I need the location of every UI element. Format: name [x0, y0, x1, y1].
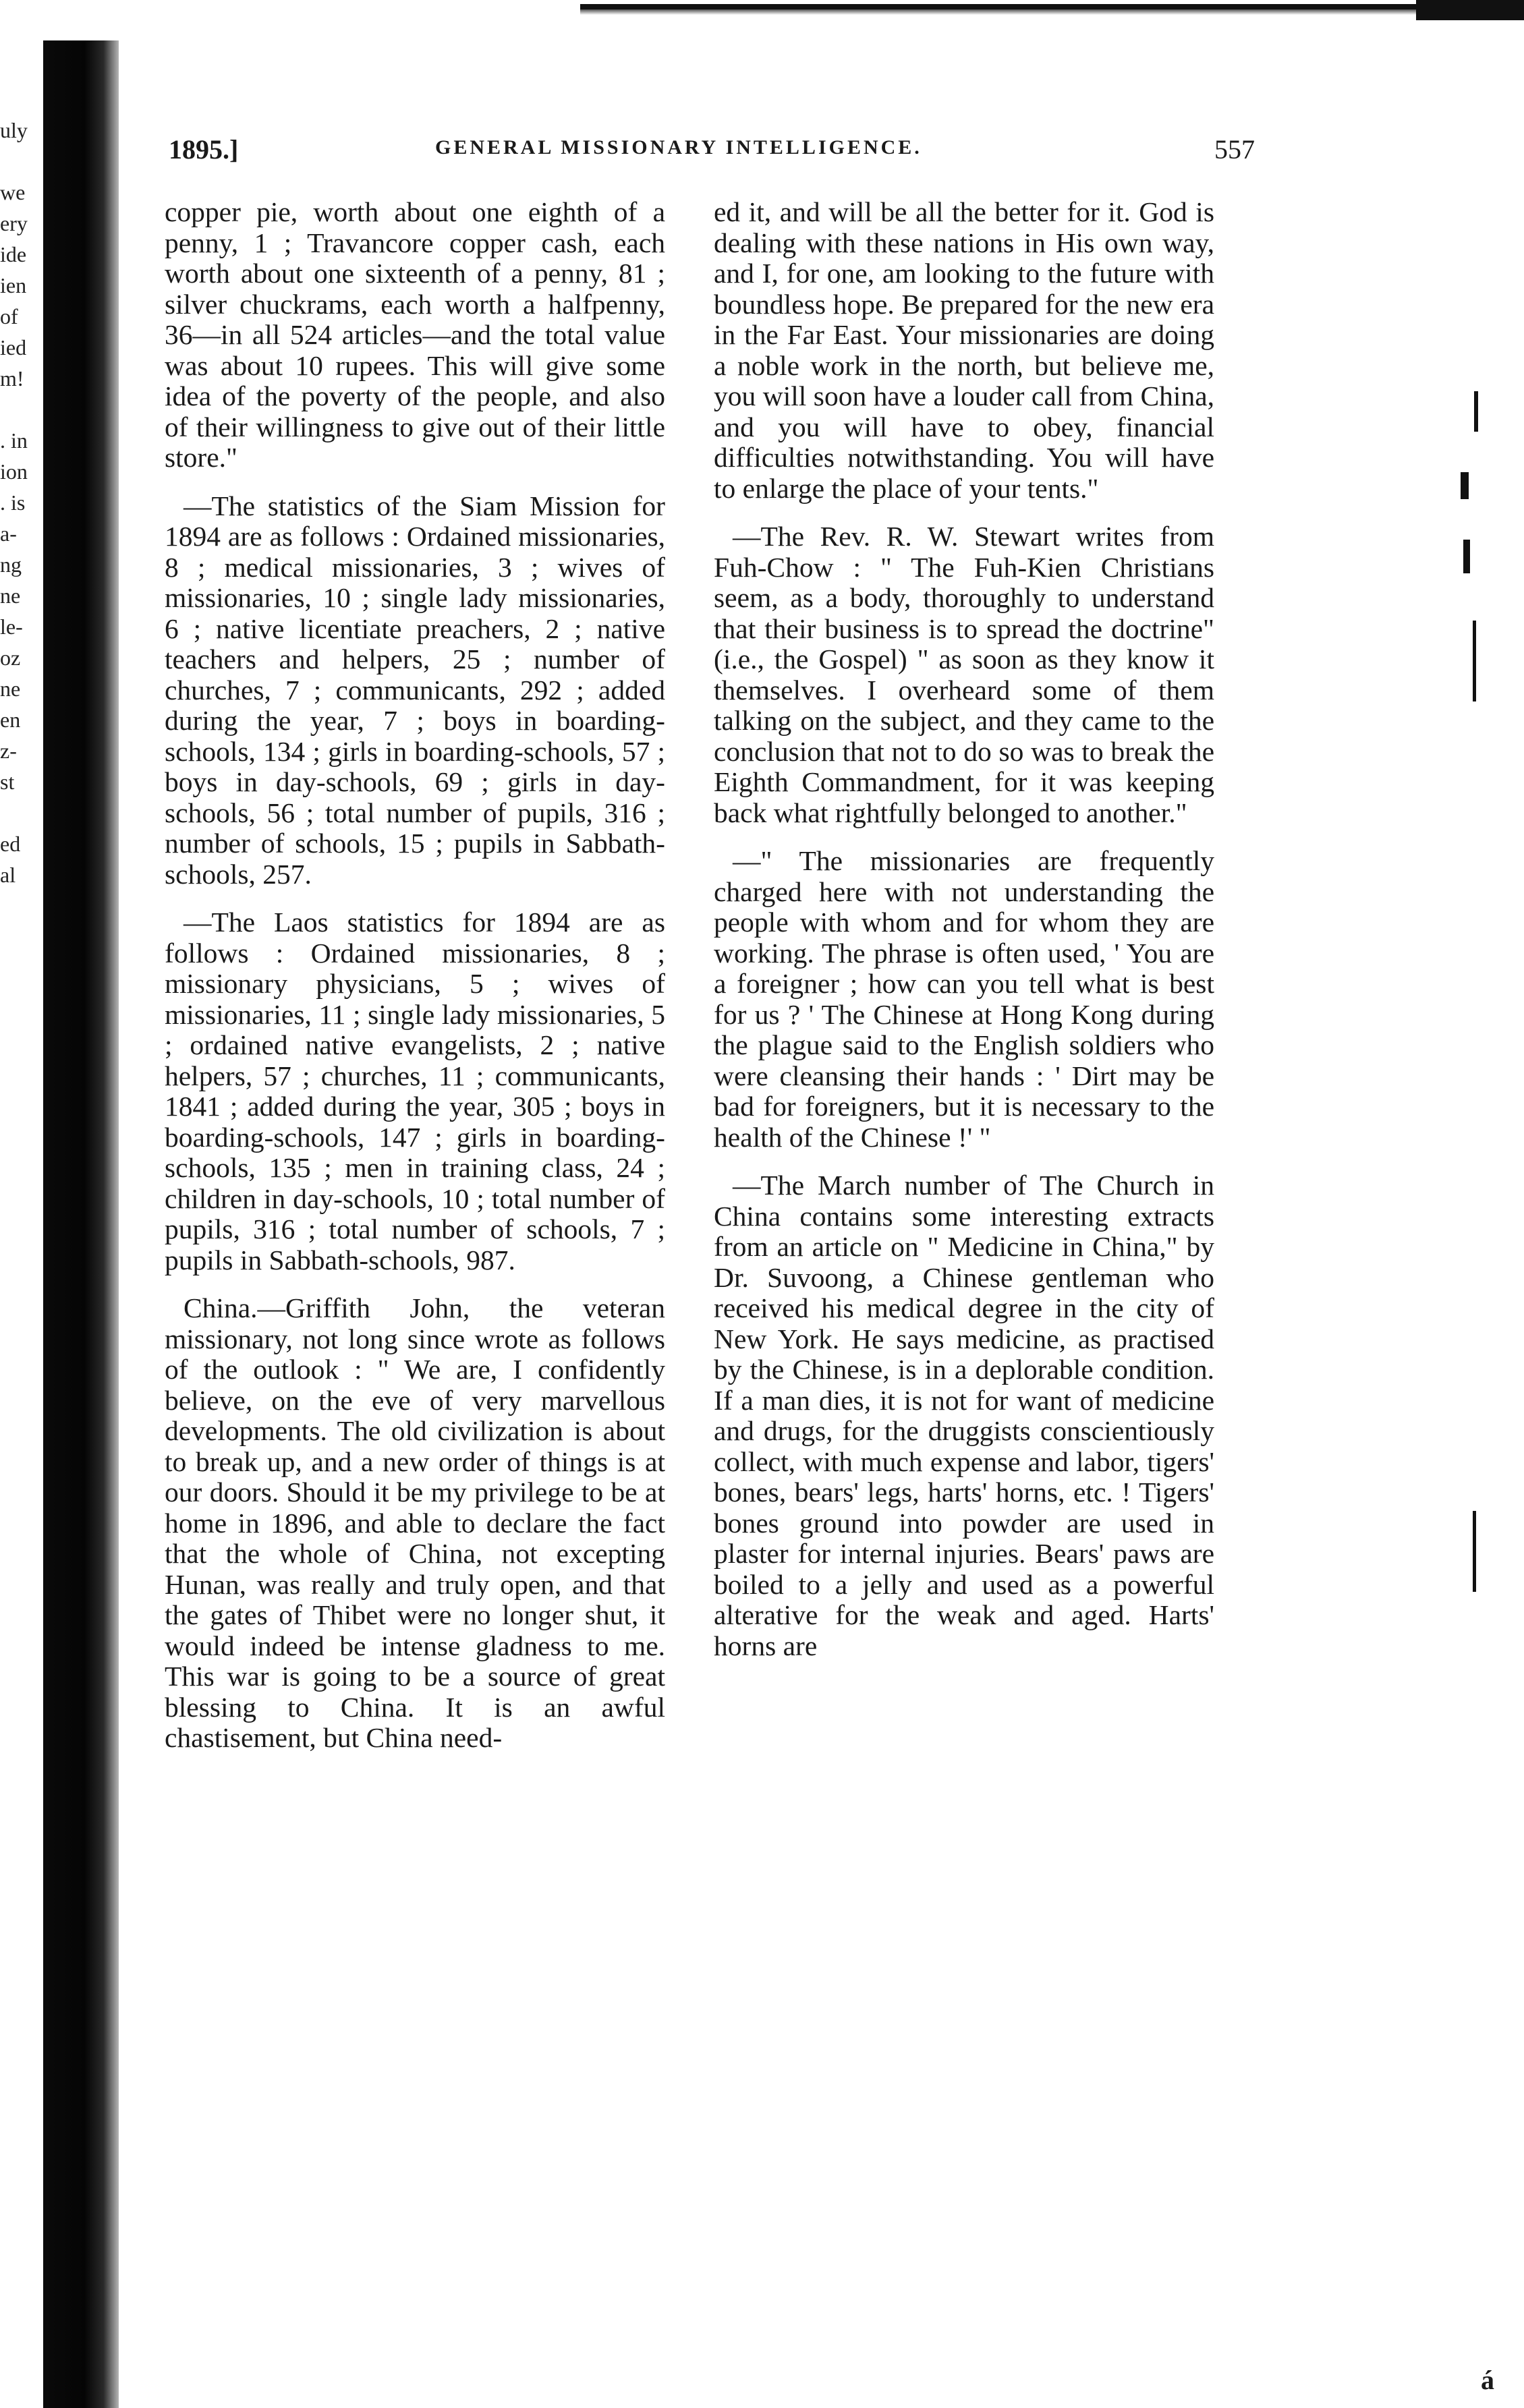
corner-mark: á	[1481, 2365, 1494, 2395]
right-text-column	[714, 197, 1214, 1679]
paragraph: —The Laos statistics for 1894 are as follows : Ordained missionaries, 8 ; missionary physicians, 5 ; wives of missionaries, 11 ; single lady missionaries, 5 ; ordained native evangelists, 2 ; native helpers, 57 ; churches, 11 ; communicants, 1841 ; added during the year, 305 ; boys in boarding-schools, 147 ; girls in boarding-schools, 135 ; men in training class, 24 ; children in day-schools, 10 ; total number of pupils, 316 ; total number of schools, 7 ; pupils in Sabbath-schools, 987.	[165, 907, 665, 1275]
margin-fragment: st	[0, 770, 15, 794]
margin-fragment: ery	[0, 211, 28, 235]
margin-fragment: we	[0, 180, 26, 204]
margin-fragment: ied	[0, 335, 27, 360]
margin-fragment: al	[0, 863, 16, 887]
top-edge-rule	[580, 0, 1524, 15]
margin-fragment: z-	[0, 739, 17, 763]
margin-fragment: of	[0, 304, 18, 328]
paragraph: —The Rev. R. W. Stewart writes from Fuh-Chow : " The Fuh-Kien Christians seem, as a body, thoroughly to understand that their business is to spread the doctrine" (i.e., the Gospel) " as soon as they know it themselves. I overheard some of them talking on the subject, and they came to the conclusion that not to do so was to break the Eighth Commandment, for it was keeping back what rightfully belonged to another."	[714, 521, 1214, 828]
running-header	[169, 134, 1255, 174]
margin-fragment: le-	[0, 614, 23, 639]
header-running-title: GENERAL MISSIONARY INTELLIGENCE.	[435, 136, 922, 159]
margin-fragment: . in	[0, 428, 28, 453]
margin-fragment: ng	[0, 552, 22, 577]
margin-fragment: m!	[0, 366, 24, 391]
margin-fragment: ion	[0, 459, 28, 484]
binding-gutter	[43, 40, 119, 2408]
margin-fragment: ed	[0, 832, 21, 856]
margin-fragment: ne	[0, 677, 21, 701]
margin-fragment: uly	[0, 118, 28, 142]
paragraph: —" The missionaries are frequently charged here with not understanding the people with whom and for whom they are working. The phrase is often used, ' You are a foreigner ; how can you tell what is best for us ? ' The Chinese at Hong Kong during the plague said to the English soldiers who were cleansing their hands : ' Dirt may be bad for foreigners, but it is necessary to the health of the Chinese !' "	[714, 845, 1214, 1153]
margin-fragment: a-	[0, 521, 17, 546]
header-year: 1895.]	[169, 134, 239, 165]
paragraph: ed it, and will be all the better for it. God is dealing with these nations in His own way, and I, for one, am looking to the future with boundless hope. Be prepared for the new era in the Far East. Your missionaries are doing a noble work in the north, but believe me, you will soon have a louder call from China, and you will have to obey, financial difficulties notwithstanding. You will have to enlarge the place of your tents."	[714, 196, 1214, 504]
left-margin-fragments	[0, 115, 43, 1396]
paragraph: —The March number of The Church in China contains some interesting extracts from an article on " Medicine in China," by Dr. Suvoong, a Chinese gentleman who received his medical degree in the city of New York. He says medicine, as practised by the Chinese, is in a deplorable condition. If a man dies, it is not for want of medicine and drugs, for the druggists conscientiously collect, with much expense and labor, tigers' bones, bears' legs, harts' horns, etc. ! Tigers' bones ground into powder are used in plaster for internal injuries. Bears' paws are boiled to a jelly and used as a powerful alterative for the weak and aged. Harts' horns are	[714, 1170, 1214, 1661]
paragraph: copper pie, worth about one eighth of a penny, 1 ; Travancore copper cash, each worth about one sixteenth of a penny, 81 ; silver chuckrams, each worth a halfpenny, 36—in all 524 articles—and the total value was about 10 rupees. This will give some idea of the poverty of the people, and also of their willingness to give out of their little store."	[165, 196, 665, 473]
margin-fragment: ne	[0, 583, 21, 608]
margin-fragment	[0, 797, 43, 828]
margin-fragment: ide	[0, 242, 27, 266]
paragraph: —The statistics of the Siam Mission for 1894 are as follows : Ordained missionaries, 8 ; medical missionaries, 3 ; wives of missionaries, 10 ; single lady missionaries, 6 ; native licentiate preachers, 2 ; native teachers and helpers, 25 ; number of churches, 7 ; communicants, 292 ; added during the year, 7 ; boys in boarding-schools, 134 ; girls in boarding-schools, 57 ; boys in day-schools, 69 ; girls in day-schools, 56 ; total number of pupils, 316 ; number of schools, 15 ; pupils in Sabbath-schools, 257.	[165, 490, 665, 890]
margin-fragment	[0, 146, 43, 177]
header-page-number: 557	[1214, 134, 1255, 165]
left-text-column	[165, 197, 665, 1771]
margin-fragment: en	[0, 708, 21, 732]
margin-fragment: ien	[0, 273, 27, 297]
margin-fragment	[0, 394, 43, 425]
margin-fragment: oz	[0, 646, 21, 670]
right-margin-marks	[1434, 378, 1508, 1659]
paragraph: China.—Griffith John, the veteran missionary, not long since wrote as follows of the outlook : " We are, I confidently believe, on the eve of very marvellous developments. The old civilization is about to break up, and a new order of things is at our doors. Should it be my privilege to be at home in 1896, and able to declare the fact that the whole of China, not excepting Hunan, was really and truly open, and that the gates of Thibet were no longer shut, it would indeed be intense gladness to me. This war is going to be a source of great blessing to China. It is an awful chastisement, but China need-	[165, 1292, 665, 1753]
margin-fragment: . is	[0, 490, 26, 515]
